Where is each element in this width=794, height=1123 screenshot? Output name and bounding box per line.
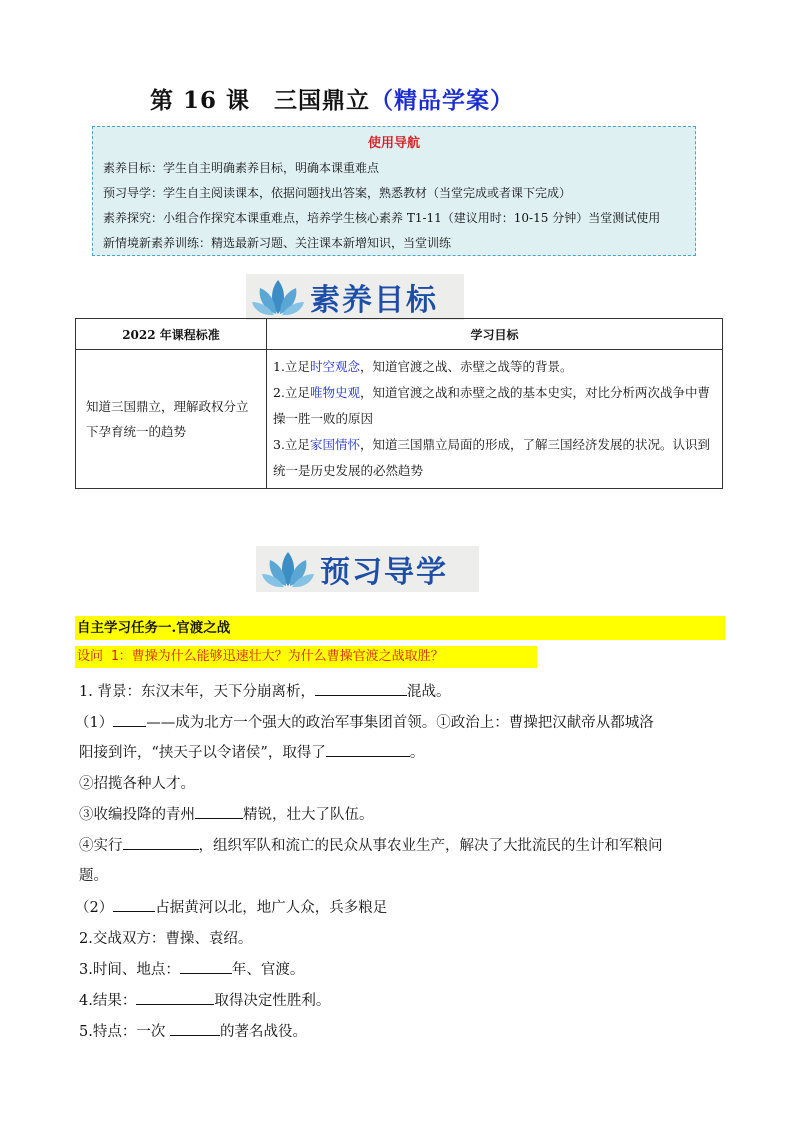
line-feature: 5.特点：一次 的著名战役。 — [79, 1020, 307, 1041]
line-problem-end: 题。 — [79, 868, 108, 884]
guide-line-explore: 素养探究：小组合作探究本课重难点，培养学生核心素养 T1-11（建议用时：10-15 分钟）当堂测试使用 — [103, 211, 661, 225]
goal-item-2: 2.立足唯物史观，知道官渡之战和赤壁之战的基本史实，对比分析两次战争中曹操一胜一败的原因 — [273, 385, 710, 426]
line-time-place: 3.时间、地点： 年、官渡。 — [79, 958, 304, 979]
goal-keyword: 时空观念 — [309, 359, 360, 374]
usage-guide-heading: 使用导航 — [367, 136, 420, 151]
section-banner-preview — [256, 546, 479, 592]
title-paren-open: （ — [370, 87, 395, 114]
usage-guide-box — [92, 126, 696, 256]
task-heading: 自主学习任务一.官渡之战 — [75, 616, 725, 640]
curriculum-standard-cell: 知道三国鼎立，理解政权分立下孕育统一的趋势 — [76, 350, 267, 489]
banner-goals-text: 素养目标 — [310, 283, 438, 318]
answer-blank[interactable] — [113, 897, 155, 912]
title-paren-close: ） — [490, 87, 515, 114]
learning-goals-cell — [267, 350, 723, 489]
guide-line-goals: 素养目标：学生自主明确素养目标，明确本课重难点 — [103, 161, 380, 175]
lotus-icon — [252, 276, 304, 318]
answer-blank[interactable] — [170, 1021, 220, 1036]
goal-item-1: 1.立足时空观念，知道官渡之战、赤壁之战等的背景。 — [273, 359, 573, 374]
banner-preview-text: 预习导学 — [320, 555, 448, 590]
header-learning-goals: 学习目标 — [267, 319, 723, 350]
guide-line-training: 新情境新素养训练：精选最新习题、关注课本新增知识，当堂训练 — [103, 236, 452, 250]
goal-keyword: 家国情怀 — [309, 437, 360, 452]
line-yuan-shao: （2） 占据黄河以北，地广人众，兵多粮足 — [75, 896, 387, 917]
line-policy: ④实行 ，组织军队和流亡的民众从事农业生产，解决了大批流民的生计和军粮问 — [79, 834, 663, 855]
goal-item-3: 3.立足家国情怀，知道三国鼎立局面的形成，了解三国经济发展的状况。认识到统一是历史发展的必然趋势 — [273, 437, 710, 478]
answer-blank[interactable] — [326, 742, 410, 757]
line-talent: ②招揽各种人才。 — [79, 776, 195, 792]
answer-blank[interactable] — [180, 959, 232, 974]
answer-blank[interactable] — [315, 681, 407, 696]
section-banner-goals — [246, 274, 464, 320]
page-title — [150, 82, 514, 115]
answer-blank[interactable] — [136, 990, 214, 1005]
answer-blank[interactable] — [113, 712, 146, 727]
table-row — [76, 350, 723, 489]
guide-line-preview: 预习导学：学生自主阅读课本，依据问题找出答案，熟悉教材（当堂完成或者课下完成） — [103, 186, 572, 200]
line-political: 阳接到许，“挟天子以令诸侯”，取得了 。 — [79, 741, 424, 762]
lotus-icon — [262, 548, 314, 590]
answer-blank[interactable] — [195, 804, 243, 819]
title-main: 第 16 课 三国鼎立 — [150, 87, 371, 114]
line-background: 1. 背景：东汉末年，天下分崩离析， 混战。 — [79, 680, 450, 701]
question-heading: 设问 1：曹操为什么能够迅速壮大？为什么曹操官渡之战取胜？ — [75, 646, 537, 668]
line-sides: 2.交战双方：曹操、袁绍。 — [79, 931, 253, 947]
goal-keyword: 唯物史观 — [309, 385, 360, 400]
title-accent: 精品学案 — [394, 87, 491, 114]
header-curriculum-standard: 2022 年课程标准 — [76, 319, 267, 350]
table-header-row — [76, 319, 723, 350]
line-result: 4.结果： 取得决定性胜利。 — [79, 989, 330, 1010]
answer-blank[interactable] — [123, 835, 199, 850]
goals-table — [75, 318, 723, 489]
line-cao-cao-rise: （1） ——成为北方一个强大的政治军事集团首领。①政治上：曹操把汉献帝从都城洛 — [75, 711, 654, 732]
line-troops: ③收编投降的青州 精锐，壮大了队伍。 — [79, 803, 374, 824]
